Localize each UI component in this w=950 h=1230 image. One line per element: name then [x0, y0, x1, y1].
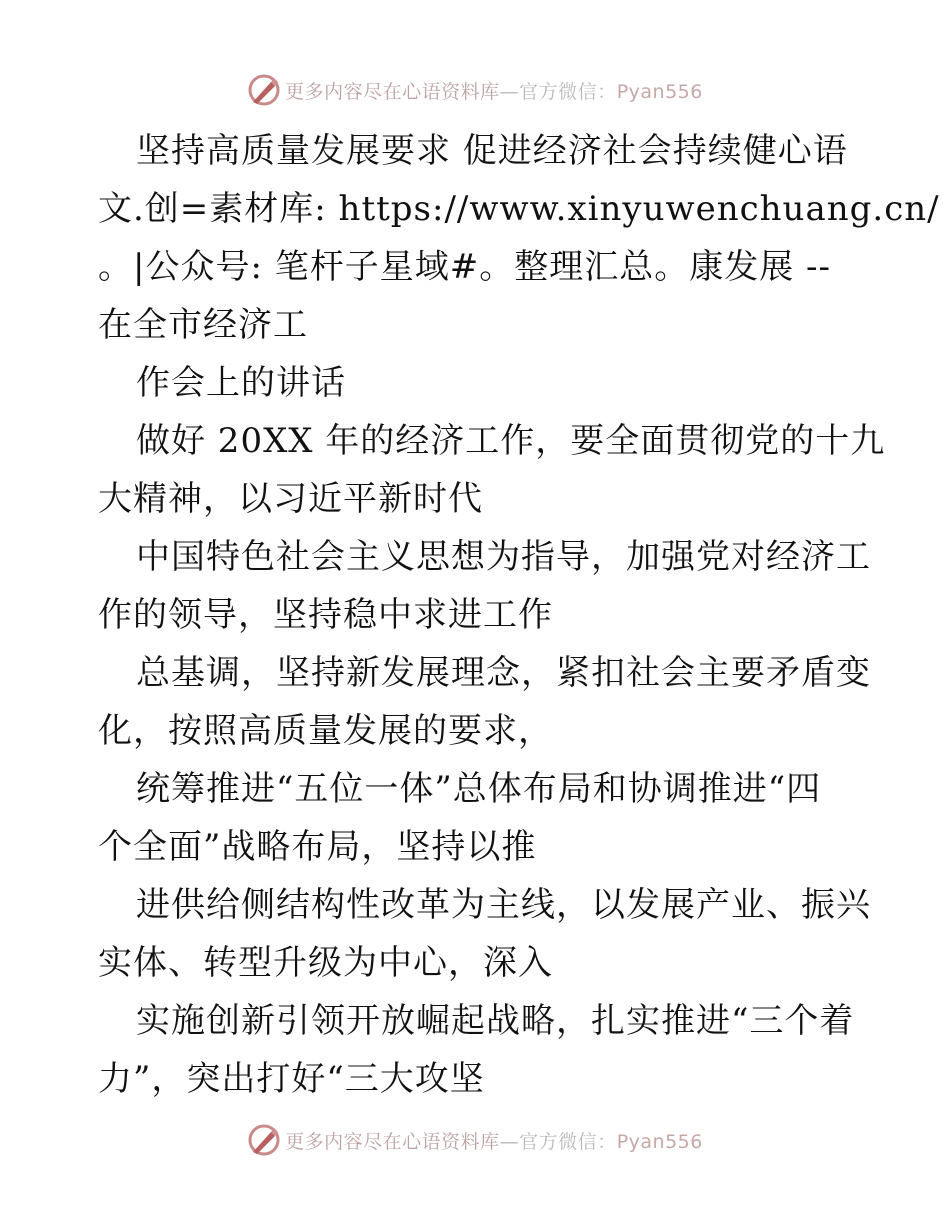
- body-line: 进供给侧结构性改革为主线，以发展产业、振兴: [136, 885, 871, 925]
- body-line: 文.创=素材库: https://www.xinyuwenchuang.cn/: [98, 189, 940, 229]
- body-line: 中国特色社会主义思想为指导，加强党对经济工: [136, 537, 871, 577]
- footer-contact-label: 官方微信：: [519, 1130, 617, 1153]
- body-line: 实体、转型升级为中心，深入: [98, 943, 553, 983]
- header-watermark: [0, 70, 950, 110]
- document-body: [98, 122, 940, 1108]
- body-line: 大精神，以习近平新时代: [98, 479, 483, 519]
- body-line: 力”，突出打好“三大攻坚: [98, 1059, 485, 1099]
- body-line: 化，按照高质量发展的要求，: [98, 711, 553, 751]
- pen-circle-logo-icon: [247, 73, 281, 107]
- body-line: 在全市经济工: [98, 305, 308, 345]
- pen-circle-logo-icon: [247, 1123, 281, 1157]
- body-line: 。|公众号: 笔杆子星域#。整理汇总。康发展 --: [98, 247, 831, 287]
- footer-separator: —: [499, 1130, 520, 1153]
- header-wechat-id: Pyan556: [616, 80, 703, 103]
- body-line: 作的领导，坚持稳中求进工作: [98, 595, 553, 635]
- body-line: 做好 20XX 年的经济工作，要全面贯彻党的十九: [136, 421, 886, 461]
- body-line: 坚持高质量发展要求 促进经济社会持续健心语: [136, 131, 848, 171]
- header-separator: —: [499, 80, 520, 103]
- footer-watermark-text: [285, 1127, 703, 1154]
- footer-wechat-id: Pyan556: [616, 1130, 703, 1153]
- header-brand-text: 更多内容尽在心语资料库: [285, 80, 500, 103]
- body-line: 个全面”战略布局，坚持以推: [98, 827, 537, 867]
- body-line: 统筹推进“五位一体”总体布局和协调推进“四: [136, 769, 822, 809]
- header-watermark-text: [285, 77, 703, 104]
- footer-watermark: [0, 1120, 950, 1160]
- footer-brand-text: 更多内容尽在心语资料库: [285, 1130, 500, 1153]
- header-contact-label: 官方微信：: [519, 80, 617, 103]
- body-line: 实施创新引领开放崛起战略，扎实推进“三个着: [136, 1001, 855, 1041]
- body-line: 总基调，坚持新发展理念，紧扣社会主要矛盾变: [136, 653, 871, 693]
- body-line: 作会上的讲话: [136, 363, 346, 403]
